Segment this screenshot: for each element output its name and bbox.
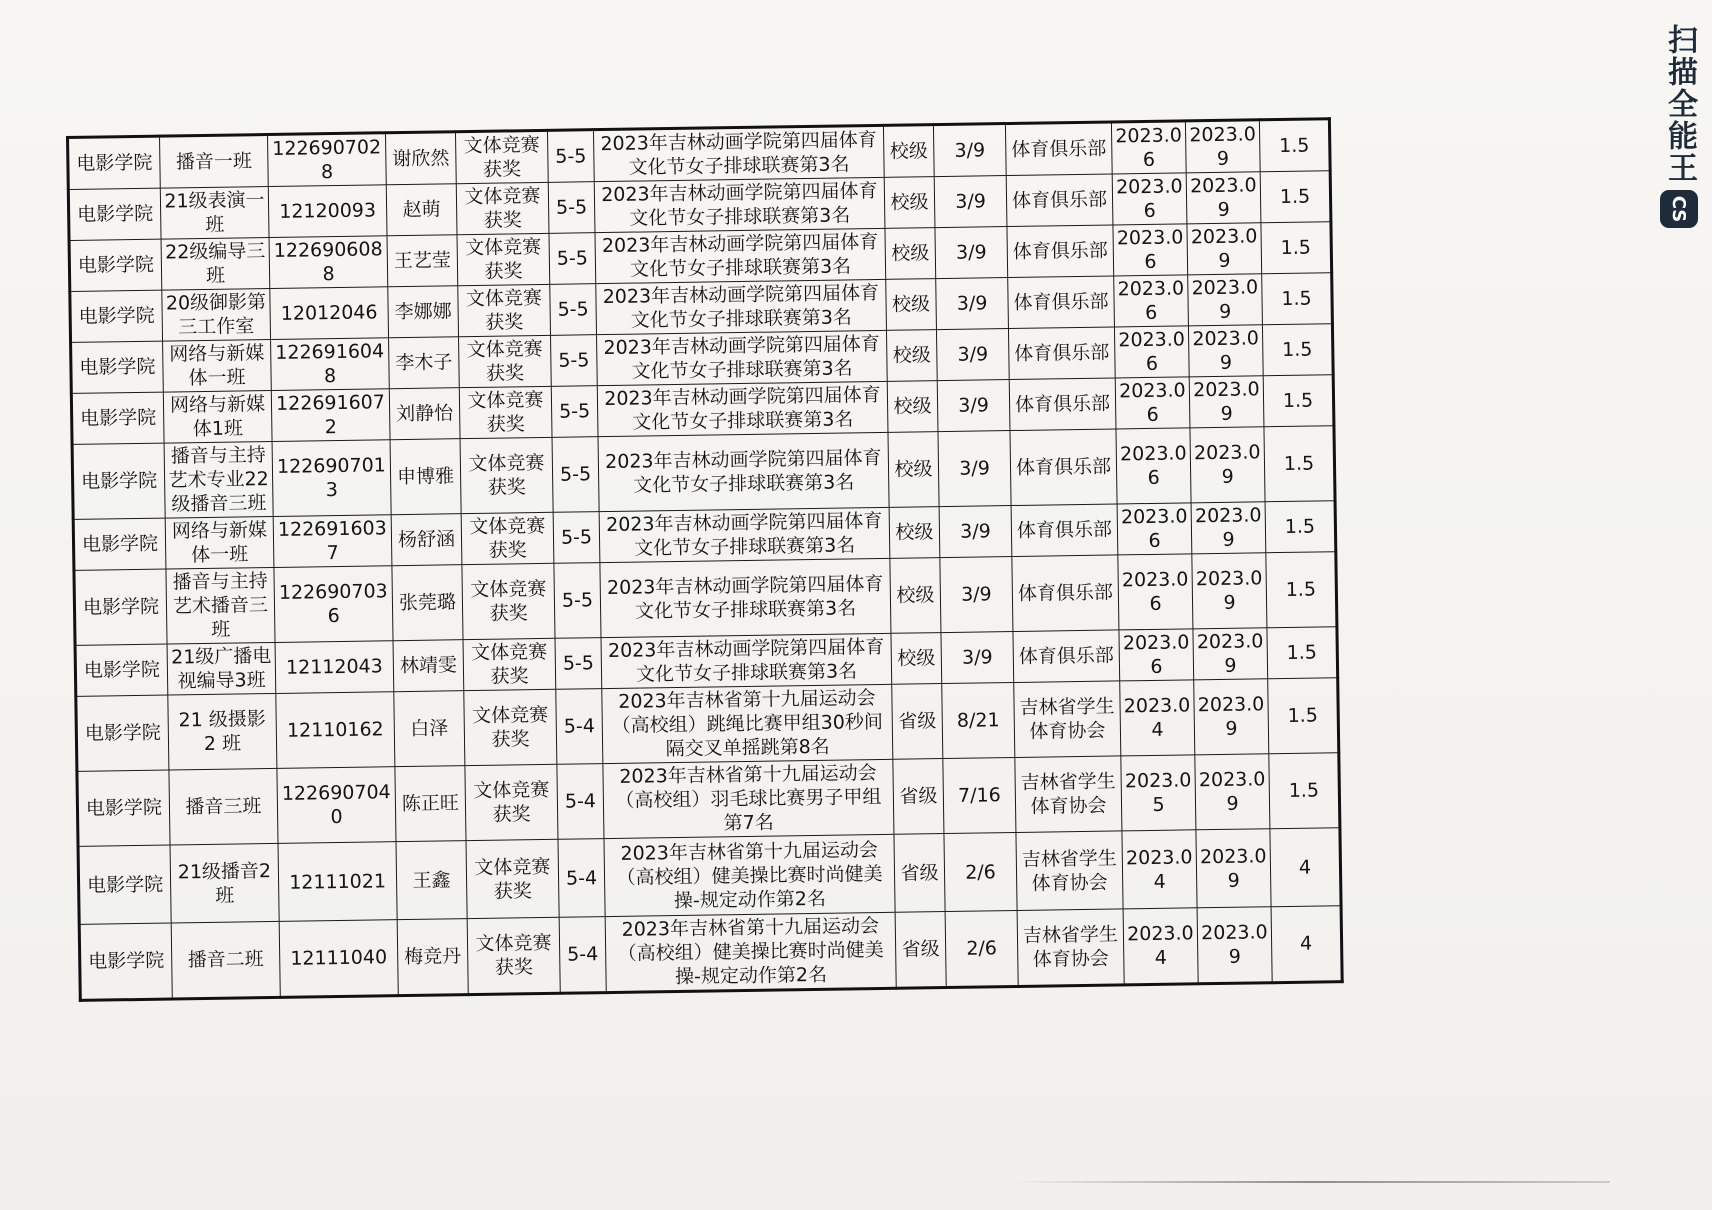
- college-cell: 电影学院: [68, 188, 161, 240]
- student-id-cell: 12111021: [278, 842, 397, 922]
- code-cell: 5-5: [551, 335, 598, 387]
- award-cell: 2023年吉林动画学院第四届体育文化节女子排球联赛第3名: [593, 125, 884, 181]
- start-date-cell: 2023.04: [1123, 908, 1198, 985]
- category-cell: 文体竞赛获奖: [459, 335, 552, 387]
- start-date-cell: 2023.05: [1121, 755, 1196, 831]
- code-cell: 5-5: [555, 638, 602, 690]
- award-cell: 2023年吉林省第十九届运动会（高校组）羽毛球比赛男子甲组第7名: [603, 759, 894, 838]
- organizer-cell: 体育俱乐部: [1008, 327, 1115, 380]
- award-cell: 2023年吉林动画学院第四届体育文化节女子排球联赛第3名: [600, 558, 891, 637]
- college-cell: 电影学院: [68, 136, 161, 189]
- rank-cell: 3/9: [940, 557, 1013, 633]
- award-cell: 2023年吉林动画学院第四届体育文化节女子排球联赛第3名: [595, 228, 886, 283]
- rank-cell: 3/9: [939, 506, 1012, 558]
- start-date-cell: 2023.06: [1114, 326, 1189, 378]
- category-cell: 文体竞赛获奖: [466, 839, 559, 918]
- start-date-cell: 2023.06: [1115, 377, 1190, 429]
- credit-cell: 1.5: [1269, 753, 1340, 829]
- organizer-cell: 体育俱乐部: [1011, 504, 1118, 557]
- class-cell: 播音三班: [169, 768, 278, 845]
- student-name-cell: 王艺莹: [387, 235, 458, 287]
- college-cell: 电影学院: [72, 443, 165, 519]
- student-id-cell: 12012046: [270, 287, 389, 340]
- credit-cell: 1.5: [1261, 222, 1332, 274]
- end-date-cell: 2023.09: [1187, 223, 1262, 275]
- table-body: [68, 119, 1343, 1001]
- student-name-cell: 谢欣然: [385, 132, 456, 185]
- rank-cell: 3/9: [934, 176, 1007, 228]
- organizer-cell: 体育俱乐部: [1012, 555, 1119, 632]
- start-date-cell: 2023.06: [1117, 503, 1192, 555]
- college-cell: 电影学院: [71, 341, 164, 393]
- level-cell: 校级: [889, 507, 940, 559]
- student-name-cell: 李木子: [389, 337, 460, 389]
- organizer-cell: 体育俱乐部: [1006, 174, 1113, 227]
- class-cell: 网络与新媒体1班: [163, 390, 272, 443]
- college-cell: 电影学院: [74, 569, 167, 645]
- student-id-cell: 1226907036: [274, 566, 393, 643]
- college-cell: 电影学院: [77, 770, 170, 846]
- code-cell: 5-5: [549, 233, 596, 285]
- level-cell: 省级: [892, 684, 943, 760]
- student-id-cell: 12110162: [276, 692, 395, 769]
- end-date-cell: 2023.09: [1192, 553, 1267, 629]
- award-table-wrapper: [66, 117, 1344, 1002]
- student-id-cell: 12120093: [268, 185, 387, 238]
- student-id-cell: 1226916072: [271, 389, 390, 442]
- end-date-cell: 2023.09: [1195, 754, 1270, 830]
- award-cell: 2023年吉林省第十九届运动会（高校组）健美操比赛时尚健美操-规定动作第2名: [604, 834, 895, 916]
- code-cell: 5-5: [553, 512, 600, 564]
- class-cell: 网络与新媒体一班: [165, 516, 274, 569]
- end-date-cell: 2023.09: [1185, 120, 1260, 173]
- category-cell: 文体竞赛获奖: [460, 437, 553, 513]
- student-name-cell: 白泽: [394, 691, 465, 767]
- category-cell: 文体竞赛获奖: [459, 386, 552, 438]
- credit-cell: 1.5: [1259, 119, 1330, 172]
- college-cell: 电影学院: [70, 290, 163, 342]
- category-cell: 文体竞赛获奖: [467, 917, 560, 994]
- organizer-cell: 体育俱乐部: [1009, 378, 1116, 431]
- page-edge-shadow: [1010, 1181, 1610, 1183]
- student-id-cell: 12111040: [279, 920, 398, 998]
- college-cell: 电影学院: [75, 644, 168, 696]
- organizer-cell: 体育俱乐部: [1008, 276, 1115, 329]
- end-date-cell: 2023.09: [1190, 427, 1265, 503]
- end-date-cell: 2023.09: [1196, 829, 1271, 908]
- organizer-cell: 吉林省学生体育协会: [1015, 756, 1122, 833]
- class-cell: 21级播音2班: [170, 843, 279, 923]
- start-date-cell: 2023.06: [1113, 224, 1188, 276]
- code-cell: 5-5: [554, 563, 601, 639]
- college-cell: 电影学院: [78, 845, 171, 924]
- organizer-cell: 体育俱乐部: [1013, 630, 1120, 683]
- category-cell: 文体竞赛获奖: [463, 638, 556, 690]
- start-date-cell: 2023.06: [1111, 121, 1186, 174]
- class-cell: 播音二班: [171, 921, 280, 999]
- code-cell: 5-5: [552, 437, 599, 513]
- student-id-cell: 1226906088: [269, 236, 388, 289]
- rank-cell: 3/9: [937, 380, 1010, 432]
- code-cell: 5-4: [558, 839, 605, 918]
- watermark-brand: 扫描全能王: [1662, 24, 1697, 184]
- rank-cell: 3/9: [936, 329, 1009, 381]
- code-cell: 5-5: [550, 284, 597, 336]
- code-cell: 5-4: [557, 764, 604, 840]
- end-date-cell: 2023.09: [1186, 172, 1261, 224]
- rank-cell: 3/9: [941, 632, 1014, 684]
- start-date-cell: 2023.06: [1119, 629, 1194, 681]
- rank-cell: 8/21: [942, 683, 1015, 759]
- rank-cell: 2/6: [944, 832, 1017, 911]
- rank-cell: 2/6: [945, 910, 1018, 987]
- class-cell: 播音与主持艺术播音三班: [166, 567, 275, 644]
- level-cell: 校级: [888, 432, 939, 508]
- class-cell: 22级编导三班: [161, 237, 270, 290]
- award-cell: 2023年吉林动画学院第四届体育文化节女子排球联赛第3名: [596, 279, 887, 334]
- level-cell: 校级: [883, 125, 934, 178]
- college-cell: 电影学院: [69, 239, 162, 291]
- code-cell: 5-5: [547, 130, 594, 183]
- category-cell: 文体竞赛获奖: [456, 182, 549, 234]
- organizer-cell: 吉林省学生体育协会: [1016, 831, 1123, 911]
- level-cell: 校级: [890, 558, 941, 634]
- class-cell: 21 级摄影 2 班: [168, 693, 277, 770]
- level-cell: 省级: [894, 834, 945, 913]
- credit-cell: 1.5: [1260, 171, 1331, 223]
- level-cell: 省级: [895, 912, 946, 989]
- code-cell: 5-4: [556, 689, 603, 765]
- category-cell: 文体竞赛获奖: [458, 284, 551, 336]
- student-name-cell: 申博雅: [390, 439, 461, 515]
- award-cell: 2023年吉林动画学院第四届体育文化节女子排球联赛第3名: [599, 507, 890, 562]
- college-cell: 电影学院: [71, 392, 164, 444]
- student-id-cell: 1226916037: [273, 515, 392, 568]
- start-date-cell: 2023.06: [1114, 275, 1189, 327]
- start-date-cell: 2023.06: [1112, 173, 1187, 225]
- organizer-cell: 体育俱乐部: [1010, 429, 1117, 506]
- college-cell: 电影学院: [76, 695, 169, 771]
- student-name-cell: 李娜娜: [388, 286, 459, 338]
- award-cell: 2023年吉林动画学院第四届体育文化节女子排球联赛第3名: [594, 177, 885, 232]
- award-cell: 2023年吉林动画学院第四届体育文化节女子排球联赛第3名: [597, 330, 888, 385]
- level-cell: 省级: [893, 759, 944, 835]
- code-cell: 5-5: [548, 182, 595, 234]
- college-cell: 电影学院: [73, 518, 166, 570]
- organizer-cell: 吉林省学生体育协会: [1017, 909, 1124, 987]
- student-id-cell: 12112043: [275, 641, 394, 694]
- level-cell: 校级: [885, 228, 936, 280]
- category-cell: 文体竞赛获奖: [462, 563, 555, 639]
- credit-cell: 1.5: [1266, 552, 1337, 628]
- credit-cell: 1.5: [1262, 273, 1333, 325]
- credit-cell: 1.5: [1267, 627, 1338, 679]
- code-cell: 5-5: [551, 386, 598, 438]
- credit-cell: 4: [1271, 906, 1342, 983]
- rank-cell: 3/9: [938, 431, 1011, 507]
- level-cell: 校级: [886, 330, 937, 382]
- class-cell: 播音一班: [160, 135, 269, 189]
- award-cell: 2023年吉林动画学院第四届体育文化节女子排球联赛第3名: [598, 432, 889, 511]
- end-date-cell: 2023.09: [1193, 628, 1268, 680]
- student-name-cell: 张莞璐: [392, 565, 463, 641]
- student-id-cell: 1226916048: [271, 338, 390, 391]
- award-cell: 2023年吉林省第十九届运动会（高校组）跳绳比赛甲组30秒间隔交叉单摇跳第8名: [602, 684, 893, 763]
- category-cell: 文体竞赛获奖: [465, 764, 558, 840]
- organizer-cell: 体育俱乐部: [1007, 225, 1114, 278]
- rank-cell: 3/9: [935, 227, 1008, 279]
- credit-cell: 1.5: [1262, 324, 1333, 376]
- cs-logo-icon: CS: [1660, 190, 1698, 228]
- college-cell: 电影学院: [79, 923, 172, 1000]
- end-date-cell: 2023.09: [1197, 907, 1272, 984]
- award-cell: 2023年吉林动画学院第四届体育文化节女子排球联赛第3名: [601, 633, 892, 688]
- award-cell: 2023年吉林省第十九届运动会（高校组）健美操比赛时尚健美操-规定动作第2名: [605, 912, 896, 992]
- end-date-cell: 2023.09: [1194, 679, 1269, 755]
- student-id-cell: 1226907013: [272, 440, 391, 517]
- end-date-cell: 2023.09: [1188, 274, 1263, 326]
- scanner-watermark: [1654, 24, 1704, 228]
- student-name-cell: 刘静怡: [389, 388, 460, 440]
- student-name-cell: 杨舒涵: [391, 514, 462, 566]
- start-date-cell: 2023.06: [1118, 554, 1193, 630]
- level-cell: 校级: [891, 633, 942, 685]
- level-cell: 校级: [884, 177, 935, 229]
- class-cell: 21级表演一班: [160, 187, 269, 240]
- start-date-cell: 2023.04: [1122, 830, 1197, 909]
- category-cell: 文体竞赛获奖: [455, 130, 548, 183]
- start-date-cell: 2023.06: [1116, 428, 1191, 504]
- category-cell: 文体竞赛获奖: [457, 233, 550, 285]
- student-name-cell: 林靖雯: [393, 640, 464, 692]
- class-cell: 21级广播电视编导3班: [167, 642, 276, 695]
- level-cell: 校级: [887, 381, 938, 433]
- credit-cell: 1.5: [1268, 678, 1339, 754]
- student-name-cell: 梅竞丹: [397, 919, 468, 996]
- student-name-cell: 陈正旺: [395, 766, 466, 842]
- class-cell: 播音与主持艺术专业22级播音三班: [164, 441, 273, 518]
- category-cell: 文体竞赛获奖: [461, 512, 554, 564]
- end-date-cell: 2023.09: [1189, 376, 1264, 428]
- end-date-cell: 2023.09: [1188, 325, 1263, 377]
- code-cell: 5-4: [559, 917, 606, 994]
- rank-cell: 3/9: [933, 124, 1006, 177]
- rank-cell: 7/16: [943, 757, 1016, 833]
- organizer-cell: 吉林省学生体育协会: [1014, 681, 1121, 758]
- student-name-cell: 赵萌: [386, 184, 457, 236]
- organizer-cell: 体育俱乐部: [1005, 122, 1112, 176]
- end-date-cell: 2023.09: [1191, 502, 1266, 554]
- class-cell: 20级御影第三工作室: [162, 288, 271, 341]
- award-cell: 2023年吉林动画学院第四届体育文化节女子排球联赛第3名: [597, 381, 888, 436]
- level-cell: 校级: [886, 279, 937, 331]
- category-cell: 文体竞赛获奖: [464, 689, 557, 765]
- student-name-cell: 王鑫: [396, 841, 467, 920]
- rank-cell: 3/9: [936, 278, 1009, 330]
- class-cell: 网络与新媒体一班: [163, 339, 272, 392]
- award-credit-table: [66, 117, 1344, 1002]
- credit-cell: 1.5: [1265, 501, 1336, 553]
- start-date-cell: 2023.04: [1120, 680, 1195, 756]
- student-id-cell: 1226907040: [277, 767, 396, 844]
- credit-cell: 4: [1270, 828, 1341, 907]
- student-id-cell: 1226907028: [268, 133, 387, 187]
- credit-cell: 1.5: [1263, 375, 1334, 427]
- credit-cell: 1.5: [1264, 426, 1335, 502]
